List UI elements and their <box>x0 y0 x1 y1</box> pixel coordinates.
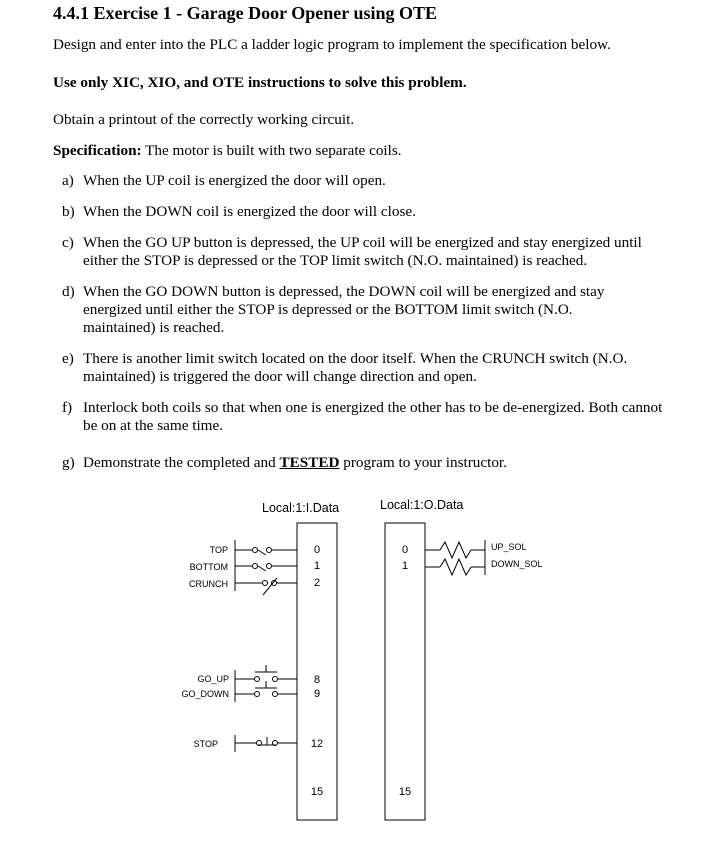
pushbutton-go-down-symbol <box>235 681 297 697</box>
solenoid-up-symbol <box>425 542 485 558</box>
input-bit-15: 15 <box>310 786 324 798</box>
list-item-text: program to your instructor. <box>339 454 507 471</box>
output-bit-15: 15 <box>398 786 412 798</box>
list-item-line: When the UP coil is energized the door will open. <box>83 172 386 189</box>
input-name-go-up: GO_UP <box>197 674 229 684</box>
output-bit-1: 1 <box>401 560 409 572</box>
input-bit-2: 2 <box>313 577 321 589</box>
input-module-label: Local:1:I.Data <box>262 501 340 515</box>
input-name-stop: STOP <box>193 739 218 749</box>
list-item-line: be on at the same time. <box>83 417 224 434</box>
input-bit-1: 1 <box>313 560 321 572</box>
pushbutton-stop-symbol <box>235 737 297 746</box>
intro-paragraph: Design and enter into the PLC a ladder logic program to implement the specification below. <box>53 36 611 53</box>
list-item-label: g) <box>62 454 75 471</box>
input-module-box <box>297 523 337 820</box>
list-item-line: maintained) is reached. <box>83 319 225 336</box>
list-item-label: f) <box>62 399 73 416</box>
output-module-box <box>385 523 425 820</box>
spec-label: Specification: <box>53 142 142 159</box>
list-item-line: When the DOWN coil is energized the door will close. <box>83 203 416 220</box>
input-name-crunch: CRUNCH <box>189 579 228 589</box>
list-item-line: maintained) is triggered the door will change direction and open. <box>83 368 477 385</box>
list-item-line: There is another limit switch located on the door itself. When the CRUNCH switch (N.O. <box>83 350 628 367</box>
printout-paragraph: Obtain a printout of the correctly working circuit. <box>53 111 355 128</box>
specification-paragraph <box>53 142 402 160</box>
list-item-text: Demonstrate the completed and <box>83 454 280 471</box>
pushbutton-go-up-symbol <box>235 665 297 682</box>
limit-switch-top-symbol <box>235 548 297 556</box>
spec-text: The motor is built with two separate coils. <box>141 142 402 159</box>
list-item-label: c) <box>62 234 74 251</box>
input-bit-12: 12 <box>310 738 324 750</box>
constraint-paragraph: Use only XIC, XIO, and OTE instructions to solve this problem. <box>53 74 467 91</box>
input-bit-9: 9 <box>313 688 321 700</box>
input-bit-8: 8 <box>313 674 321 686</box>
section-heading: 4.4.1 Exercise 1 - Garage Door Opener using OTE <box>53 3 437 23</box>
input-name-bottom: BOTTOM <box>189 562 228 572</box>
list-item-label: a) <box>62 172 74 189</box>
limit-switch-bottom-symbol <box>235 564 297 572</box>
list-item-label: e) <box>62 350 74 367</box>
output-module-label: Local:1:O.Data <box>380 498 464 512</box>
emphasis-tested: TESTED <box>279 454 340 471</box>
list-item-label: d) <box>62 283 75 300</box>
output-name-up-sol: UP_SOL <box>491 542 527 552</box>
solenoid-down-symbol <box>425 559 485 575</box>
input-name-go-down: GO_DOWN <box>181 689 229 699</box>
input-bit-0: 0 <box>313 544 321 556</box>
output-bit-0: 0 <box>401 544 409 556</box>
list-item-label: b) <box>62 203 75 220</box>
list-item-line: When the GO UP button is depressed, the UP coil will be energized and stay energized until <box>83 234 642 251</box>
list-item-line: Interlock both coils so that when one is energized the other has to be de-energized. Both cannot <box>83 399 663 416</box>
output-name-down-sol: DOWN_SOL <box>491 559 543 569</box>
list-item-line: either the STOP is depressed or the TOP limit switch (N.O. maintained) is reached. <box>83 252 588 269</box>
limit-switch-crunch-symbol <box>235 578 297 595</box>
input-name-top: TOP <box>209 545 228 555</box>
list-item-line: energized until either the STOP is depressed or the BOTTOM limit switch (N.O. <box>83 301 573 318</box>
list-item-line: When the GO DOWN button is depressed, the DOWN coil will be energized and stay <box>83 283 605 300</box>
